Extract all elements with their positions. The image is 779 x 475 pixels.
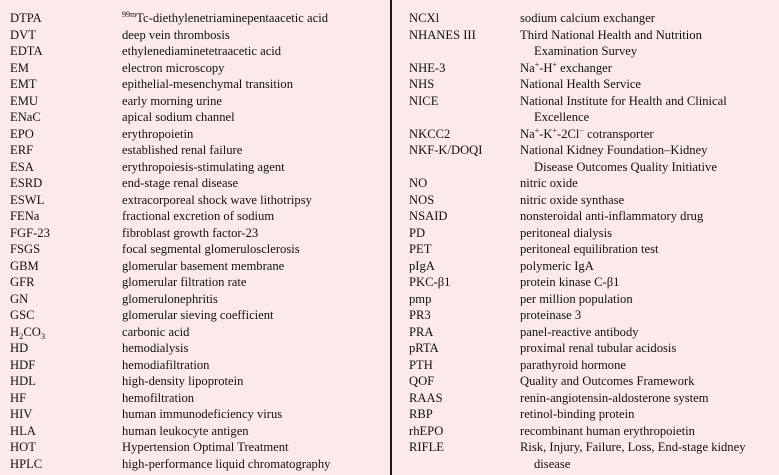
abbreviation-definition: [122, 43, 386, 60]
definition-line: [122, 76, 386, 93]
right-column: [409, 10, 775, 472]
definition-text: polymeric IgA: [520, 258, 594, 273]
definition-text: Na: [520, 60, 535, 75]
abbreviation-definition: [122, 307, 386, 324]
abbreviation-row: [409, 208, 775, 225]
term-part: H: [10, 324, 20, 339]
abbreviation-row: [409, 175, 775, 192]
definition-text: end-stage renal disease: [122, 176, 239, 190]
definition-line: [122, 93, 386, 110]
definition-text: Hypertension Optimal Treatment: [122, 440, 289, 454]
definition-line: [122, 225, 386, 242]
abbreviation-row: [10, 456, 386, 473]
definition-line: [122, 390, 386, 407]
definition-text: erythropoiesis-stimulating agent: [122, 159, 285, 174]
abbreviation-term: FSGS: [10, 242, 41, 256]
definition-superscript: +: [552, 125, 558, 135]
definition-line: [122, 241, 386, 258]
definition-text: extracorporeal shock wave lithotripsy: [122, 192, 312, 207]
abbreviation-definition: [122, 258, 386, 275]
definition-line: [520, 307, 775, 324]
definition-text: Quality and Outcomes Framework: [520, 374, 695, 388]
definition-continuation: Disease Outcomes Quality Initiative: [534, 159, 717, 174]
definition-line: [520, 93, 775, 110]
abbreviation-term: pIgA: [409, 258, 435, 273]
abbreviation-term: NHANES III: [409, 27, 476, 42]
definition-text: nonsteroidal anti-inflammatory drug: [520, 209, 704, 223]
abbreviation-definition: [520, 423, 775, 440]
abbreviation-term: RBP: [409, 407, 433, 421]
abbreviation-row: [10, 159, 386, 176]
abbreviation-definition: [520, 274, 775, 291]
abbreviation-row: [10, 241, 386, 258]
abbreviation-term: EMU: [10, 93, 38, 108]
abbreviation-definition: [122, 373, 386, 390]
definition-text: high-density lipoprotein: [122, 374, 244, 388]
definition-text: erythropoietin: [122, 126, 194, 141]
abbreviation-row: [10, 60, 386, 77]
definition-line: [520, 324, 775, 341]
abbreviation-row: [10, 340, 386, 357]
abbreviation-row: [409, 241, 775, 258]
abbreviation-term: GFR: [10, 275, 35, 289]
abbreviation-definition: [520, 10, 775, 27]
abbreviation-definition: [122, 60, 386, 77]
definition-line: [520, 274, 775, 291]
abbreviation-row: [10, 225, 386, 242]
definition-line: [520, 390, 775, 407]
abbreviation-term: GN: [10, 291, 29, 306]
abbreviation-term: NICE: [409, 93, 439, 108]
definition-text: established renal failure: [122, 143, 243, 157]
abbreviation-row: [10, 324, 386, 341]
abbreviation-definition: [520, 340, 775, 357]
definition-line: [122, 258, 386, 275]
definition-line: [122, 340, 386, 357]
definition-text: peritoneal dialysis: [520, 225, 612, 240]
definition-line: [122, 373, 386, 390]
definition-text: fractional excretion of sodium: [122, 209, 275, 223]
definition-line: [520, 258, 775, 275]
definition-text: -K: [539, 126, 553, 141]
definition-line: [122, 307, 386, 324]
definition-line: [122, 10, 386, 27]
definition-superscript: 99m: [122, 10, 137, 19]
abbreviation-term: PTH: [409, 357, 433, 372]
definition-text: hemodialysis: [122, 341, 189, 355]
abbreviation-definition: [122, 27, 386, 44]
abbreviation-term: QOF: [409, 374, 435, 388]
definition-continuation: Examination Survey: [534, 44, 638, 58]
abbreviation-term: NKCC2: [409, 126, 451, 141]
abbreviation-row: [10, 373, 386, 390]
abbreviation-term: PD: [409, 225, 426, 240]
definition-continuation: Excellence: [534, 110, 590, 124]
abbreviation-row: [10, 126, 386, 143]
abbreviation-row: [409, 406, 775, 423]
abbreviation-row: [409, 142, 775, 175]
abbreviation-row: [409, 225, 775, 242]
abbreviation-definition: [122, 390, 386, 407]
definition-text: glomerulonephritis: [122, 291, 218, 306]
definition-line: [122, 208, 386, 225]
definition-line: [520, 126, 775, 143]
definition-text: hemofiltration: [122, 390, 195, 405]
abbreviation-row: [409, 324, 775, 341]
abbreviation-row: [10, 423, 386, 440]
definition-text: -2Cl: [557, 126, 580, 141]
abbreviation-term: [10, 324, 122, 341]
abbreviation-definition: [520, 241, 775, 258]
abbreviation-row: [409, 76, 775, 93]
abbreviation-term: pmp: [409, 291, 432, 306]
abbreviation-definition: [520, 307, 775, 324]
abbreviation-definition: [122, 423, 386, 440]
definition-text: National Health Service: [520, 77, 641, 91]
definition-line: [122, 274, 386, 291]
left-column: [10, 10, 386, 472]
definition-text: retinol-binding protein: [520, 407, 635, 421]
abbreviation-row: [10, 175, 386, 192]
definition-line: [520, 423, 775, 440]
abbreviation-definition: [122, 93, 386, 110]
abbreviation-definition: [122, 225, 386, 242]
definition-line: [122, 43, 386, 60]
abbreviation-row: [409, 27, 775, 60]
definition-line: [122, 60, 386, 77]
definition-line: [520, 373, 775, 390]
abbreviation-row: [10, 390, 386, 407]
definition-text: proteinase 3: [520, 308, 582, 322]
abbreviation-definition: [122, 109, 386, 126]
definition-text: Na: [520, 126, 535, 141]
abbreviation-term: PET: [409, 242, 432, 256]
abbreviation-term: RIFLE: [409, 440, 444, 454]
abbreviation-definition: [520, 406, 775, 423]
abbreviation-row: [409, 291, 775, 308]
abbreviation-term: ESA: [10, 159, 34, 174]
term-subscript: 2: [19, 330, 24, 341]
definition-line: [520, 340, 775, 357]
definition-line: [520, 208, 775, 225]
abbreviation-term: HIV: [10, 407, 33, 421]
definition-text: sodium calcium exchanger: [520, 11, 655, 25]
abbreviation-row: [10, 109, 386, 126]
definition-text: Risk, Injury, Failure, Loss, End-stage kidney: [520, 440, 746, 454]
definition-line: [520, 225, 775, 242]
abbreviation-row: [10, 10, 386, 27]
definition-text: apical sodium channel: [122, 110, 235, 124]
abbreviation-row: [10, 307, 386, 324]
definition-text: peritoneal equilibration test: [520, 242, 659, 256]
abbreviation-definition: [520, 208, 775, 225]
abbreviation-definition: [520, 225, 775, 242]
abbreviation-term: EMT: [10, 77, 37, 91]
abbreviation-row: [10, 76, 386, 93]
definition-continuation: disease: [534, 456, 571, 471]
definition-line: [520, 291, 775, 308]
abbreviation-term: HPLC: [10, 456, 43, 471]
definition-line: [122, 192, 386, 209]
abbreviation-term: PKC-β1: [409, 275, 451, 289]
definition-line: [122, 357, 386, 374]
definition-text: glomerular sieving coefficient: [122, 308, 274, 322]
definition-line: [122, 27, 386, 44]
abbreviation-term: FGF-23: [10, 225, 50, 240]
definition-line: [122, 159, 386, 176]
abbreviation-definition: [520, 439, 775, 472]
definition-text: focal segmental glomerulosclerosis: [122, 242, 300, 256]
abbreviation-term: rhEPO: [409, 423, 444, 438]
abbreviation-definition: [122, 142, 386, 159]
abbreviation-definition: [122, 175, 386, 192]
abbreviation-row: [10, 208, 386, 225]
abbreviation-row: [409, 340, 775, 357]
abbreviation-definition: [122, 406, 386, 423]
abbreviation-definition: [520, 142, 775, 175]
abbreviation-term: RAAS: [409, 390, 443, 405]
abbreviation-row: [409, 307, 775, 324]
abbreviation-term: ERF: [10, 143, 34, 157]
abbreviation-row: [409, 423, 775, 440]
abbreviation-term: NHE-3: [409, 60, 446, 75]
definition-text: human immunodeficiency virus: [122, 407, 283, 421]
definition-superscript: −: [579, 125, 584, 135]
definition-text: panel-reactive antibody: [520, 324, 639, 339]
abbreviation-row: [409, 258, 775, 275]
abbreviation-term: ENaC: [10, 110, 41, 124]
definition-text: nitric oxide: [520, 176, 578, 190]
definition-line: [520, 27, 775, 44]
abbreviation-term: NOS: [409, 192, 435, 207]
definition-line: [122, 406, 386, 423]
definition-text: nitric oxide synthase: [520, 192, 625, 207]
abbreviation-definition: [520, 324, 775, 341]
term-part: CO: [23, 324, 41, 339]
abbreviation-definition: [520, 175, 775, 192]
abbreviation-definition: [122, 274, 386, 291]
definition-text: National Kidney Foundation–Kidney: [520, 143, 708, 157]
definition-text: renin-angiotensin-aldosterone system: [520, 390, 709, 405]
definition-line: [122, 456, 386, 473]
definition-line: [122, 142, 386, 159]
definition-text: deep vein thrombosis: [122, 27, 230, 42]
definition-text: fibroblast growth factor-23: [122, 225, 259, 240]
abbreviation-definition: [520, 192, 775, 209]
abbreviation-row: [10, 406, 386, 423]
definition-text: proximal renal tubular acidosis: [520, 341, 677, 355]
abbreviation-term: ESRD: [10, 176, 43, 190]
abbreviation-row: [10, 274, 386, 291]
definition-text: National Institute for Health and Clinical: [520, 93, 727, 108]
definition-text: hemodiafiltration: [122, 357, 210, 372]
abbreviation-definition: [122, 159, 386, 176]
abbreviation-definition: [122, 76, 386, 93]
abbreviation-term: HD: [10, 341, 29, 355]
abbreviation-term: GBM: [10, 258, 39, 273]
abbreviation-row: [409, 357, 775, 374]
abbreviation-term: EM: [10, 60, 29, 75]
abbreviation-row: [10, 258, 386, 275]
definition-line: [520, 406, 775, 423]
abbreviation-definition: [520, 390, 775, 407]
definition-line: [520, 142, 775, 159]
definition-line: [520, 60, 775, 77]
definition-text: carbonic acid: [122, 324, 190, 339]
definition-text: glomerular basement membrane: [122, 258, 285, 273]
definition-superscript: +: [552, 59, 558, 69]
abbreviation-row: [10, 142, 386, 159]
abbreviation-definition: [122, 456, 386, 473]
abbreviation-definition: [520, 60, 775, 77]
abbreviation-term: DTPA: [10, 11, 42, 25]
abbreviation-term: NHS: [409, 77, 435, 91]
definition-text: human leukocyte antigen: [122, 423, 249, 438]
abbreviation-term: ESWL: [10, 192, 45, 207]
definition-text: per million population: [520, 291, 633, 306]
abbreviation-definition: [122, 208, 386, 225]
abbreviation-row: [10, 439, 386, 456]
definition-text: electron microscopy: [122, 60, 225, 75]
definition-line: [122, 175, 386, 192]
abbreviation-definition: [520, 258, 775, 275]
definition-text: epithelial-mesenchymal transition: [122, 77, 294, 91]
abbreviation-row: [409, 390, 775, 407]
definition-line: [520, 10, 775, 27]
abbreviation-definition: [520, 27, 775, 60]
abbreviation-term: PR3: [409, 308, 431, 322]
abbreviation-row: [10, 27, 386, 44]
abbreviation-term: EDTA: [10, 44, 43, 58]
abbreviation-term: pRTA: [409, 341, 439, 355]
abbreviation-definition: [122, 126, 386, 143]
abbreviation-term: HOT: [10, 440, 36, 454]
definition-text: cotransporter: [583, 126, 654, 141]
definition-line: [520, 357, 775, 374]
definition-line: [122, 423, 386, 440]
column-divider: [390, 0, 392, 475]
definition-line: [520, 175, 775, 192]
abbreviation-term: EPO: [10, 126, 34, 141]
term-subscript: 3: [40, 330, 46, 341]
abbreviation-term: HDF: [10, 357, 36, 372]
definition-line: [122, 109, 386, 126]
abbreviation-definition: [122, 324, 386, 341]
definition-line: [520, 76, 775, 93]
abbreviation-row: [409, 93, 775, 126]
abbreviation-definition: [122, 291, 386, 308]
abbreviation-definition: [520, 357, 775, 374]
abbreviation-term: NO: [409, 176, 428, 190]
abbreviation-definition: [520, 291, 775, 308]
definition-text: -H: [539, 60, 553, 75]
abbreviation-definition: [122, 241, 386, 258]
abbreviation-term: PRA: [409, 324, 434, 339]
abbreviation-term: DVT: [10, 27, 36, 42]
definition-superscript: +: [534, 125, 540, 135]
abbreviation-definition: [122, 192, 386, 209]
abbreviation-row: [10, 291, 386, 308]
abbreviation-term: NCXl: [409, 11, 440, 25]
abbreviation-definition: [122, 340, 386, 357]
definition-line: [520, 241, 775, 258]
abbreviation-definition: [122, 357, 386, 374]
abbreviation-term: HF: [10, 390, 27, 405]
definition-text: ethylenediaminetetraacetic acid: [122, 44, 282, 58]
abbreviation-row: [409, 10, 775, 27]
definition-text: glomerular filtration rate: [122, 275, 247, 289]
abbreviation-row: [409, 274, 775, 291]
abbreviation-row: [10, 93, 386, 110]
abbreviation-row: [10, 357, 386, 374]
definition-text: early morning urine: [122, 93, 223, 108]
abbreviation-row: [409, 60, 775, 77]
definition-superscript: +: [534, 59, 540, 69]
abbreviation-row: [10, 43, 386, 60]
definition-line: [122, 439, 386, 456]
definition-line: [520, 439, 775, 456]
abbreviation-row: [409, 126, 775, 143]
definition-line: [122, 324, 386, 341]
definition-text: Third National Health and Nutrition: [520, 27, 702, 42]
abbreviation-definition: [520, 76, 775, 93]
definition-line: [520, 192, 775, 209]
definition-text: parathyroid hormone: [520, 357, 626, 372]
abbreviation-term: NSAID: [409, 209, 448, 223]
definition-text: recombinant human erythropoietin: [520, 423, 695, 438]
definition-line: [122, 126, 386, 143]
definition-text: Tc-diethylenetriaminepentaacetic acid: [136, 11, 328, 25]
abbreviation-term: HLA: [10, 423, 36, 438]
definition-text: protein kinase C-β1: [520, 275, 620, 289]
abbreviation-term: NKF-K/DOQI: [409, 143, 483, 157]
definition-text: high-performance liquid chromatography: [122, 456, 331, 471]
abbreviation-definition: [122, 439, 386, 456]
definition-text: exchanger: [557, 60, 612, 75]
abbreviation-term: GSC: [10, 308, 35, 322]
abbreviation-row: [10, 192, 386, 209]
abbreviation-definition: [520, 126, 775, 143]
definition-line: [122, 291, 386, 308]
abbreviation-term: HDL: [10, 374, 36, 388]
abbreviation-term: FENa: [10, 209, 40, 223]
abbreviation-row: [409, 373, 775, 390]
abbreviation-definition: [520, 373, 775, 390]
abbreviation-definition: [520, 93, 775, 126]
abbreviation-row: [409, 439, 775, 472]
abbreviation-definition: [122, 10, 386, 27]
abbreviation-row: [409, 192, 775, 209]
